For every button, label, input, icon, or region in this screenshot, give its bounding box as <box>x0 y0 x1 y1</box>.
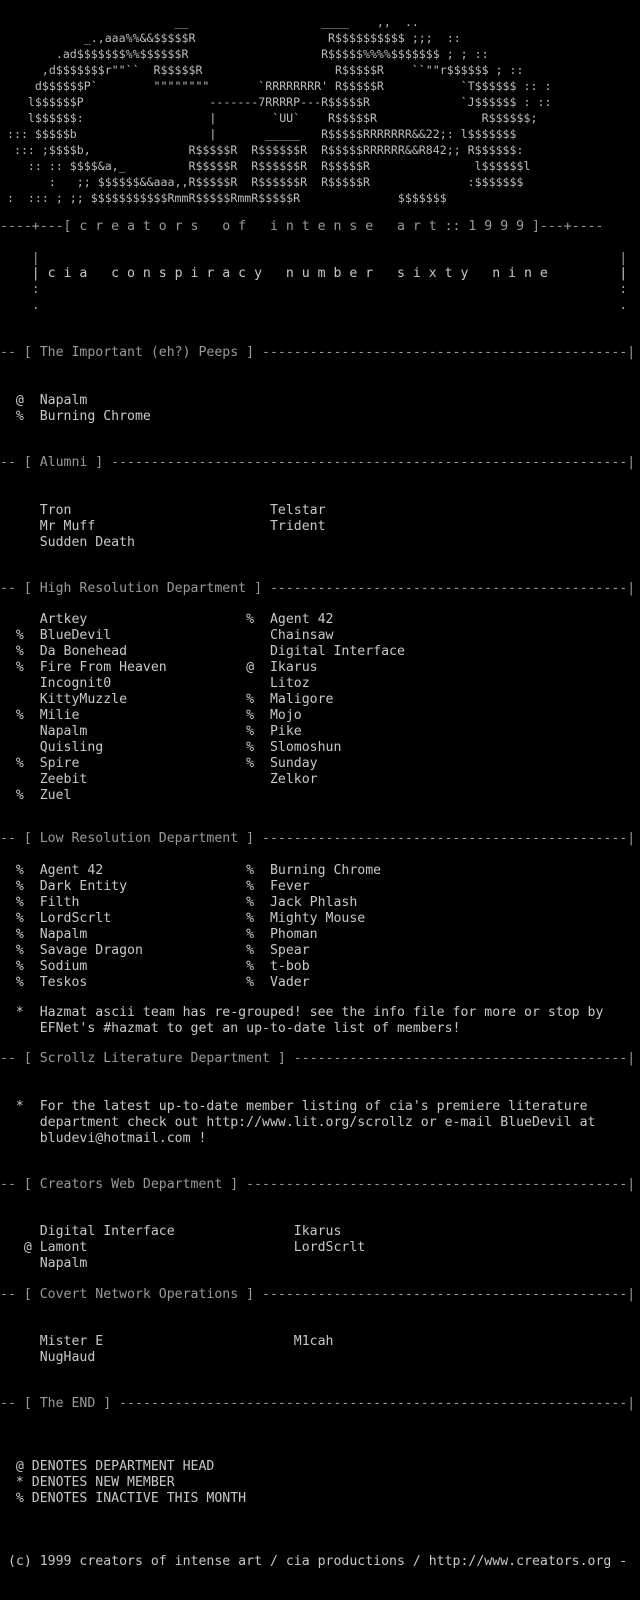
member-row: % LordScrlt % Mighty Mouse <box>0 911 366 926</box>
member-row: % Da Bonehead Digital Interface <box>0 644 405 659</box>
member-row: Napalm <box>0 1256 294 1271</box>
member-row: Digital Interface Ikarus <box>0 1224 342 1239</box>
legend-line: @ DENOTES DEPARTMENT HEAD <box>0 1459 215 1474</box>
member-row: % Spire % Sunday <box>0 756 318 771</box>
hazmat-note-line: * Hazmat ascii team has re-grouped! see the info file for more or stop by <box>0 1005 604 1020</box>
member-row: Mister E M1cah <box>0 1334 334 1349</box>
member-row: @ Lamont LordScrlt <box>0 1240 366 1255</box>
legend-line: * DENOTES NEW MEMBER <box>0 1475 175 1490</box>
member-row: % Agent 42 % Burning Chrome <box>0 863 382 878</box>
member-row: Zeebit Zelkor <box>0 772 318 787</box>
cia-logo-art: __ ____ ,, .. _.,aaa%%&&$$$$$R R$$$$$$$$$$ ;;; :: .ad$$$$$$$%%$$$$$$R R$$$$$%%%%$$$$$$$ ; ; :: ,d$$$$$$$r""`` R$$$$$R R$$$$$R ``""r$$$$$$ ; :: d$$$$$$P` """""""" `RRRRRRRR' R$$$$$R `T$$$$$$ :: : l$$$$$$P -------7RRRRP---R$$$$$R `J$$$$$$ : :: l$$$$$$: | `UU` R$$$$$R R$$$$$$; ::: $$$$$b | _____ R$$$$$RRRRRRR&&22;: l$$$$$$$ ::: ;$$$$b, R$$$$$R R$$$$$$R R$$$$$RRRRRR&&R842;; R$$$$$$: :: :: $$$$&a,_ R$$$$$R R$$$$$$R R$$$$$R l$$$$$$l : ;; $$$$$$&&aaa,,R$$$$$R R$$$$$$R R$$$$$R :$$$$$$$ : ::: ; ;; $$$$$$$$$$$RmmR$$$$$RmmR$$$$$R $$$$$$$ <box>6 15 552 205</box>
section-header-scrollz: -- [ Scrollz Literature Department ] ------------------------------------------| <box>0 1051 636 1066</box>
member-row: Incognit0 Litoz <box>0 676 310 691</box>
group-banner: ----+---[ c r e a t o r s o f i n t e n s e a r t :: 1 9 9 9 ]---+---- <box>0 219 604 234</box>
scrollz-note-line: department check out http://www.lit.org/scrollz or e-mail BlueDevil at <box>0 1115 596 1130</box>
member-row: Mr Muff Trident <box>0 519 326 534</box>
section-header-web: -- [ Creators Web Department ] ------------------------------------------------| <box>0 1177 636 1192</box>
member-row: Quisling % Slomoshun <box>0 740 342 755</box>
member-row: % Milie % Mojo <box>0 708 302 723</box>
member-row: % Teskos % Vader <box>0 975 310 990</box>
member-row: % BlueDevil Chainsaw <box>0 628 334 643</box>
section-header-covert: -- [ Covert Network Operations ] ----------------------------------------------| <box>0 1287 636 1302</box>
title-box-bottom: . . <box>0 298 628 313</box>
scrollz-note-line: bludevi@hotmail.com ! <box>0 1131 207 1146</box>
member-row: % Sodium % t-bob <box>0 959 310 974</box>
member-row: % Zuel <box>0 788 270 803</box>
member-row: % Fire From Heaven @ Ikarus <box>0 660 318 675</box>
member-entry: @ Napalm <box>0 393 88 408</box>
pack-title: | c i a c o n s p i r a c y n u m b e r s i x t y n i n e | <box>0 266 628 281</box>
section-header-hires: -- [ High Resolution Department ] ---------------------------------------------| <box>0 581 636 596</box>
member-row: KittyMuzzle % Maligore <box>0 692 334 707</box>
member-row: % Savage Dragon % Spear <box>0 943 310 958</box>
member-row: Sudden Death <box>0 535 270 550</box>
member-entry: % Burning Chrome <box>0 409 151 424</box>
hazmat-note-line: EFNet's #hazmat to get an up-to-date list of members! <box>0 1021 461 1036</box>
member-row: % Napalm % Phoman <box>0 927 318 942</box>
member-row: Tron Telstar <box>0 503 326 518</box>
member-row: % Filth % Jack Phlash <box>0 895 358 910</box>
section-header-peeps: -- [ The Important (eh?) Peeps ] ----------------------------------------------| <box>0 345 636 360</box>
section-header-lores: -- [ Low Resolution Department ] ----------------------------------------------| <box>0 831 636 846</box>
title-box-mid: : : <box>0 282 628 297</box>
member-row: NugHaud <box>0 1350 294 1365</box>
member-row: Artkey % Agent 42 <box>0 612 334 627</box>
section-header-end: -- [ The END ] ----------------------------------------------------------------| <box>0 1396 636 1411</box>
legend-line: % DENOTES INACTIVE THIS MONTH <box>0 1491 247 1506</box>
title-box-top: | | <box>0 251 628 266</box>
member-row: % Dark Entity % Fever <box>0 879 310 894</box>
section-header-alumni: -- [ Alumni ] -----------------------------------------------------------------| <box>0 455 636 470</box>
scrollz-note-line: * For the latest up-to-date member listing of cia's premiere literature <box>0 1099 588 1114</box>
footer-credit: (c) 1999 creators of intense art / cia productions / http://www.creators.org - <box>0 1554 628 1569</box>
member-row: Napalm % Pike <box>0 724 302 739</box>
